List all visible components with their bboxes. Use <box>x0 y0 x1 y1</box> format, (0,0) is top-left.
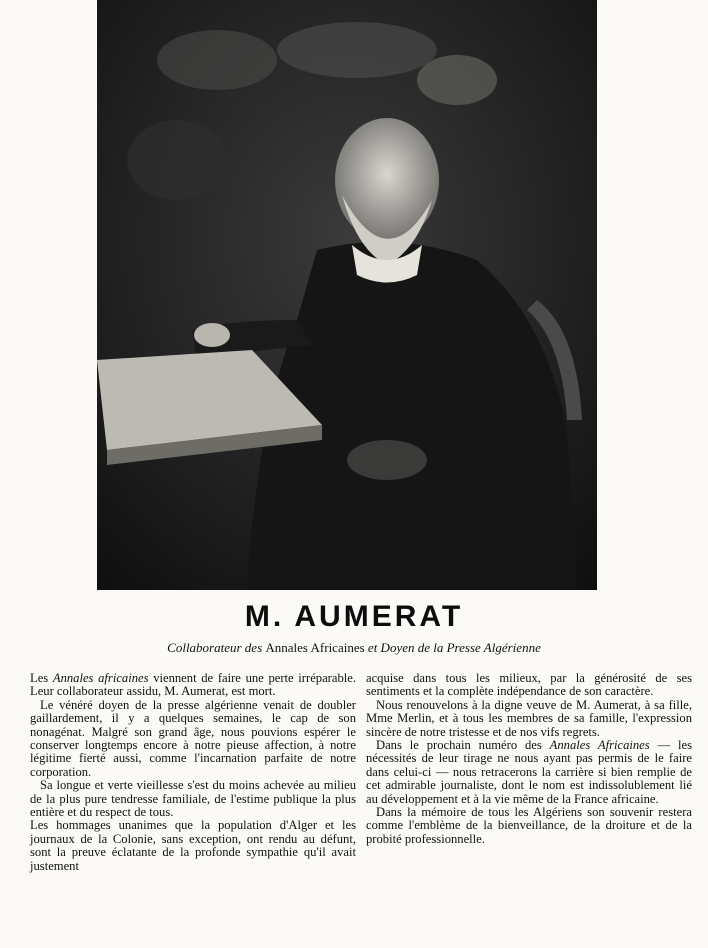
left-column <box>30 672 356 873</box>
portrait-image <box>97 0 597 590</box>
page-title: M. AUMERAT <box>244 600 464 633</box>
paragraph-8: Dans la mémoire de tous les Algériens son souvenir restera comme l'emblème de la bienveillance, de la droiture et de la probité professionnelle. <box>366 805 692 846</box>
paragraph-4: Les hommages unanimes que la population d'Alger et les journaux de la Colonie, sans exception, ont rendu au défunt, sont la preuve éclatante de la profonde sympathie qu'il avait justement <box>30 818 356 873</box>
subtitle-part1: Collaborateur des <box>167 640 266 655</box>
paragraph-1 <box>30 672 356 699</box>
p7-rest: — les nécessités de leur tirage ne nous ayant pas permis de le faire dans celui-ci — nous retracerons la carrière si bien remplie de cet admirable journaliste, dont le nom est indissolublement lié au développement et à la vie même de la France africaine. <box>366 738 693 806</box>
p1-rest: viennent de faire une perte irréparable. Leur collaborateur assidu, M. Aumerat, est mort. <box>30 671 356 699</box>
paragraph-5: acquise dans tous les milieux, par la générosité de ses sentiments et la complète indépendance de son caractère. <box>366 671 692 699</box>
subtitle-part3: et Doyen de la Presse Algérienne <box>364 640 541 655</box>
p1-lead: Les <box>30 671 53 685</box>
p7-italic: Annales Africaines <box>549 738 650 753</box>
paragraph-7 <box>366 739 692 806</box>
p1-italic: Annales africaines <box>52 671 149 685</box>
paragraph-6: Nous renouvelons à la digne veuve de M. Aumerat, à sa fille, Mme Merlin, et à tous les membres de sa famille, l'expression sincère de notre tristesse et de nos vifs regrets. <box>366 697 692 739</box>
p7-lead: Dans le prochain numéro des <box>376 738 550 753</box>
right-column <box>366 672 692 846</box>
portrait-photo <box>97 0 597 590</box>
subtitle <box>0 640 708 656</box>
subtitle-part2: Annales Africaines <box>265 640 365 655</box>
paragraph-2: Le vénéré doyen de la presse algérienne venait de doubler gaillardement, il y a quelques semaines, le cap de son nonagénat. Malgré son grand âge, nous pouvions espérer le conserver longtemps encore à notre pieuse affection, à notre légitime fierté aussi, comme l'incarnation parfaite de notre corporation. <box>30 697 356 779</box>
paragraph-3: Sa longue et verte vieillesse s'est du moins achevée au milieu de la plus pure tendresse familiale, de l'estime publique la plus entière et du respect de tous. <box>30 778 356 820</box>
